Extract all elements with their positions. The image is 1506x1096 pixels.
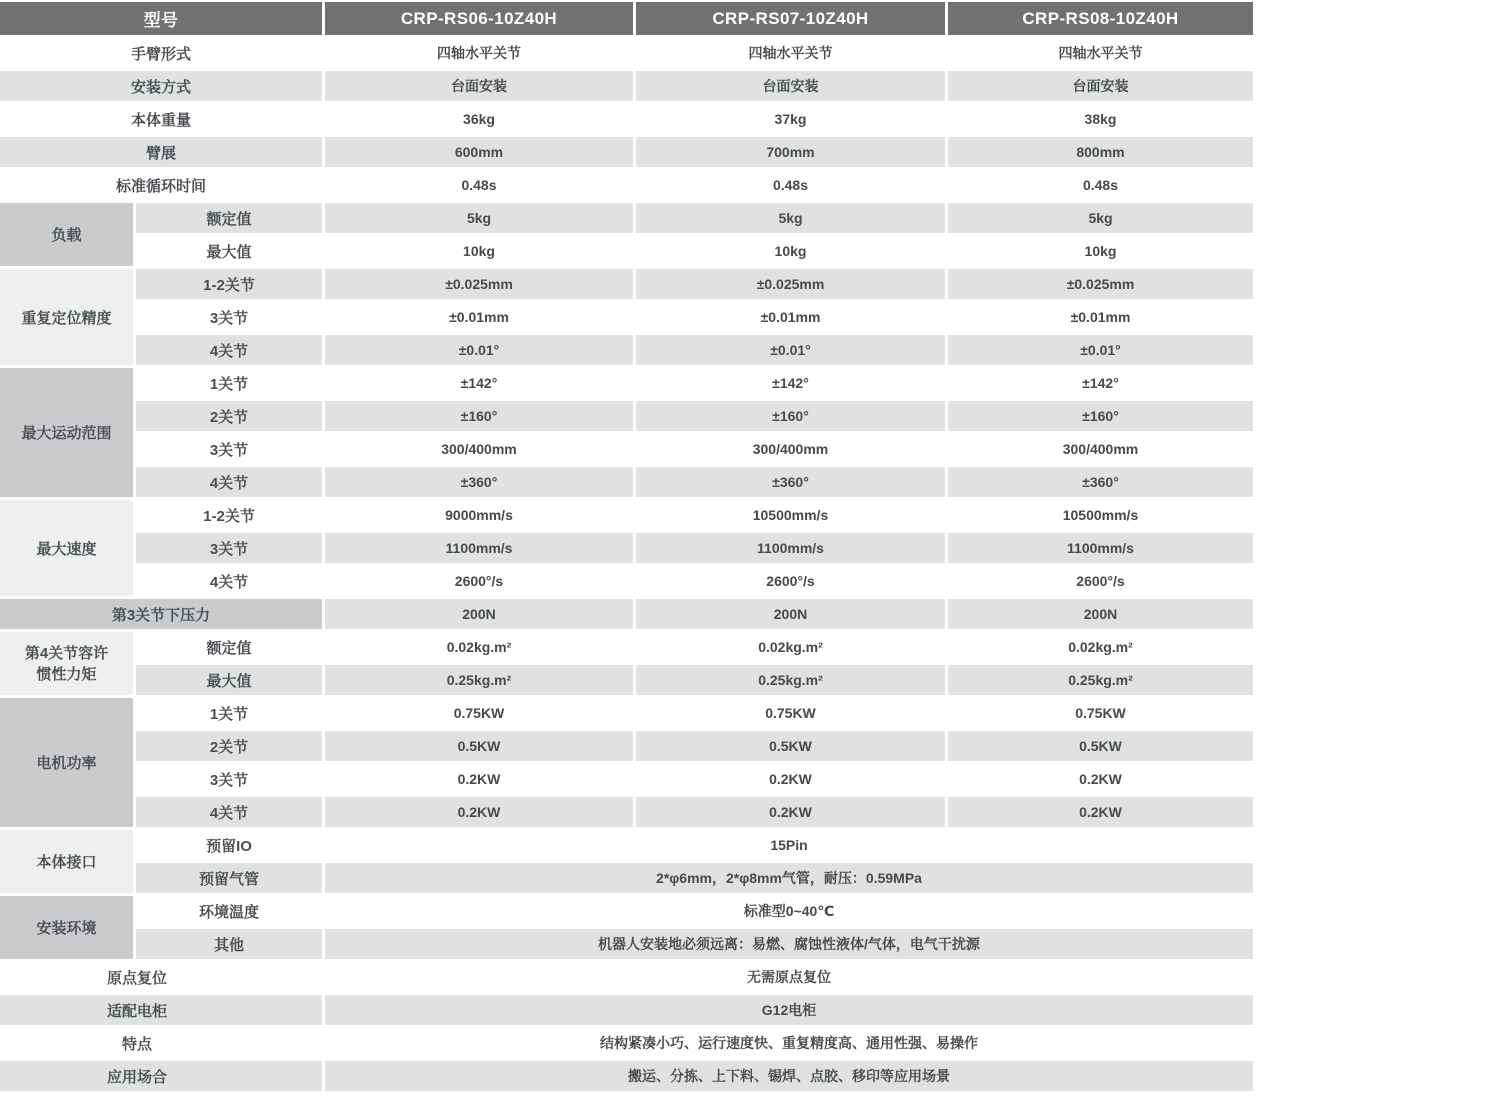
row-label: 预留气管 bbox=[136, 863, 322, 893]
spec-value: 600mm bbox=[325, 137, 633, 167]
spec-value: ±0.01mm bbox=[948, 302, 1253, 332]
row-label: 1-2关节 bbox=[136, 500, 322, 530]
spec-value: ±160° bbox=[325, 401, 633, 431]
spec-value: 300/400mm bbox=[325, 434, 633, 464]
row-env-other bbox=[0, 929, 1253, 959]
row-label: 2关节 bbox=[136, 401, 322, 431]
spec-value: 300/400mm bbox=[948, 434, 1253, 464]
row-speed-j3 bbox=[0, 533, 1253, 563]
row-range-j4 bbox=[0, 467, 1253, 497]
spec-value: 0.2KW bbox=[636, 764, 945, 794]
spec-value: ±142° bbox=[325, 368, 633, 398]
spec-value: ±0.01° bbox=[636, 335, 945, 365]
row-cycle-time bbox=[0, 170, 1253, 200]
row-motor-j3 bbox=[0, 764, 1253, 794]
spec-value: 10500mm/s bbox=[948, 500, 1253, 530]
group-label: 本体接口 bbox=[0, 830, 133, 893]
spec-value: 10kg bbox=[948, 236, 1253, 266]
group-label: 安装环境 bbox=[0, 896, 133, 959]
group-label: 最大运动范围 bbox=[0, 368, 133, 497]
header-row bbox=[0, 2, 1253, 35]
row-io bbox=[0, 830, 1253, 860]
spec-value: 四轴水平关节 bbox=[948, 38, 1253, 68]
row-env-temp bbox=[0, 896, 1253, 926]
group-label: 负载 bbox=[0, 203, 133, 266]
row-motor-j4 bbox=[0, 797, 1253, 827]
spec-value: 0.2KW bbox=[948, 797, 1253, 827]
group-label: 电机功率 bbox=[0, 698, 133, 827]
spec-value: 0.25kg.m² bbox=[948, 665, 1253, 695]
row-label: 手臂形式 bbox=[0, 38, 322, 68]
spec-value: 300/400mm bbox=[636, 434, 945, 464]
spec-value: 5kg bbox=[325, 203, 633, 233]
row-label: 1-2关节 bbox=[136, 269, 322, 299]
spec-value: 15Pin bbox=[325, 830, 1253, 860]
row-label: 3关节 bbox=[136, 434, 322, 464]
spec-value: 0.02kg.m² bbox=[325, 632, 633, 662]
row-repeat-j3 bbox=[0, 302, 1253, 332]
header-model-3: CRP-RS08-10Z40H bbox=[948, 2, 1253, 35]
row-motor-j2 bbox=[0, 731, 1253, 761]
spec-value: 2600°/s bbox=[948, 566, 1253, 596]
spec-value: 0.75KW bbox=[325, 698, 633, 728]
row-label: 额定值 bbox=[136, 632, 322, 662]
spec-value: 9000mm/s bbox=[325, 500, 633, 530]
group-label-text: 第4关节容许惯性力矩 bbox=[24, 644, 109, 683]
row-weight bbox=[0, 104, 1253, 134]
spec-value: 台面安装 bbox=[325, 71, 633, 101]
spec-value: 10500mm/s bbox=[636, 500, 945, 530]
spec-value: ±142° bbox=[948, 368, 1253, 398]
row-label: 预留IO bbox=[136, 830, 322, 860]
spec-value: ±0.025mm bbox=[636, 269, 945, 299]
spec-value: 0.48s bbox=[325, 170, 633, 200]
row-range-j1 bbox=[0, 368, 1253, 398]
spec-value: 37kg bbox=[636, 104, 945, 134]
row-label: 第3关节下压力 bbox=[0, 599, 322, 629]
spec-value: ±0.01° bbox=[325, 335, 633, 365]
row-label: 其他 bbox=[136, 929, 322, 959]
row-mount bbox=[0, 71, 1253, 101]
row-motor-j1 bbox=[0, 698, 1253, 728]
spec-value: 台面安装 bbox=[948, 71, 1253, 101]
group-label: 最大速度 bbox=[0, 500, 133, 596]
row-label: 环境温度 bbox=[136, 896, 322, 926]
spec-value: 1100mm/s bbox=[948, 533, 1253, 563]
spec-value: 1100mm/s bbox=[636, 533, 945, 563]
spec-value: 5kg bbox=[636, 203, 945, 233]
row-cabinet bbox=[0, 995, 1253, 1025]
row-label: 4关节 bbox=[136, 566, 322, 596]
row-label: 安装方式 bbox=[0, 71, 322, 101]
spec-value: 0.48s bbox=[948, 170, 1253, 200]
row-label: 特点 bbox=[0, 1028, 322, 1058]
spec-value: 2600°/s bbox=[325, 566, 633, 596]
spec-value: ±0.01mm bbox=[636, 302, 945, 332]
spec-value: ±160° bbox=[948, 401, 1253, 431]
spec-value: 0.2KW bbox=[948, 764, 1253, 794]
spec-value: ±160° bbox=[636, 401, 945, 431]
spec-value: 0.2KW bbox=[325, 764, 633, 794]
spec-value: 0.75KW bbox=[948, 698, 1253, 728]
row-repeat-j4 bbox=[0, 335, 1253, 365]
spec-value: 无需原点复位 bbox=[325, 962, 1253, 992]
row-label: 最大值 bbox=[136, 236, 322, 266]
row-payload-rated bbox=[0, 203, 1253, 233]
spec-value: 0.5KW bbox=[636, 731, 945, 761]
row-features bbox=[0, 1028, 1253, 1058]
spec-value: G12电柜 bbox=[325, 995, 1253, 1025]
row-reach bbox=[0, 137, 1253, 167]
spec-value: 36kg bbox=[325, 104, 633, 134]
spec-value: 200N bbox=[636, 599, 945, 629]
row-label: 原点复位 bbox=[0, 962, 322, 992]
spec-value: ±142° bbox=[636, 368, 945, 398]
row-label: 4关节 bbox=[136, 797, 322, 827]
spec-value: 结构紧凑小巧、运行速度快、重复精度高、通用性强、易操作 bbox=[325, 1028, 1253, 1058]
group-label: 重复定位精度 bbox=[0, 269, 133, 365]
row-arm-type bbox=[0, 38, 1253, 68]
row-inertia-max bbox=[0, 665, 1253, 695]
row-press-force bbox=[0, 599, 1253, 629]
row-label: 4关节 bbox=[136, 335, 322, 365]
spec-value: 0.48s bbox=[636, 170, 945, 200]
spec-value: 机器人安装地必须远离：易燃、腐蚀性液体/气体，电气干扰源 bbox=[325, 929, 1253, 959]
row-label: 额定值 bbox=[136, 203, 322, 233]
spec-value: 2*φ6mm，2*φ8mm气管，耐压：0.59MPa bbox=[325, 863, 1253, 893]
spec-value: 0.02kg.m² bbox=[948, 632, 1253, 662]
spec-value: 标准型0~40℃ bbox=[325, 896, 1253, 926]
row-label: 3关节 bbox=[136, 533, 322, 563]
spec-value: 200N bbox=[948, 599, 1253, 629]
spec-value: 四轴水平关节 bbox=[325, 38, 633, 68]
row-label: 本体重量 bbox=[0, 104, 322, 134]
spec-value: 台面安装 bbox=[636, 71, 945, 101]
header-model-2: CRP-RS07-10Z40H bbox=[636, 2, 945, 35]
spec-value: 0.2KW bbox=[325, 797, 633, 827]
spec-value: 700mm bbox=[636, 137, 945, 167]
spec-value: 800mm bbox=[948, 137, 1253, 167]
row-label: 适配电柜 bbox=[0, 995, 322, 1025]
row-homing bbox=[0, 962, 1253, 992]
row-label: 臂展 bbox=[0, 137, 322, 167]
spec-value: 0.02kg.m² bbox=[636, 632, 945, 662]
spec-value: ±0.025mm bbox=[948, 269, 1253, 299]
row-label: 3关节 bbox=[136, 764, 322, 794]
row-range-j3 bbox=[0, 434, 1253, 464]
spec-value: 2600°/s bbox=[636, 566, 945, 596]
spec-value: 0.75KW bbox=[636, 698, 945, 728]
spec-value: 搬运、分拣、上下料、锡焊、点胶、移印等应用场景 bbox=[325, 1061, 1253, 1091]
spec-value: 5kg bbox=[948, 203, 1253, 233]
row-inertia-rated bbox=[0, 632, 1253, 662]
row-label: 1关节 bbox=[136, 698, 322, 728]
row-label: 应用场合 bbox=[0, 1061, 322, 1091]
row-speed-j12 bbox=[0, 500, 1253, 530]
row-repeat-j12 bbox=[0, 269, 1253, 299]
row-speed-j4 bbox=[0, 566, 1253, 596]
spec-value: ±0.01° bbox=[948, 335, 1253, 365]
spec-value: 10kg bbox=[636, 236, 945, 266]
row-label: 1关节 bbox=[136, 368, 322, 398]
spec-value: ±360° bbox=[636, 467, 945, 497]
spec-value: 四轴水平关节 bbox=[636, 38, 945, 68]
row-range-j2 bbox=[0, 401, 1253, 431]
spec-value: 1100mm/s bbox=[325, 533, 633, 563]
spec-value: 0.5KW bbox=[325, 731, 633, 761]
row-label: 最大值 bbox=[136, 665, 322, 695]
group-label bbox=[0, 632, 133, 695]
row-applications bbox=[0, 1061, 1253, 1091]
row-label: 标准循环时间 bbox=[0, 170, 322, 200]
header-model-label: 型号 bbox=[0, 2, 322, 35]
spec-value: 10kg bbox=[325, 236, 633, 266]
spec-value: ±360° bbox=[948, 467, 1253, 497]
spec-value: 0.2KW bbox=[636, 797, 945, 827]
spec-value: 0.25kg.m² bbox=[636, 665, 945, 695]
spec-value: 0.25kg.m² bbox=[325, 665, 633, 695]
spec-value: ±360° bbox=[325, 467, 633, 497]
row-label: 2关节 bbox=[136, 731, 322, 761]
spec-value: 0.5KW bbox=[948, 731, 1253, 761]
header-model-1: CRP-RS06-10Z40H bbox=[325, 2, 633, 35]
row-air-tube bbox=[0, 863, 1253, 893]
row-label: 3关节 bbox=[136, 302, 322, 332]
spec-value: ±0.01mm bbox=[325, 302, 633, 332]
spec-value: 38kg bbox=[948, 104, 1253, 134]
row-payload-max bbox=[0, 236, 1253, 266]
row-label: 4关节 bbox=[136, 467, 322, 497]
spec-value: 200N bbox=[325, 599, 633, 629]
spec-value: ±0.025mm bbox=[325, 269, 633, 299]
